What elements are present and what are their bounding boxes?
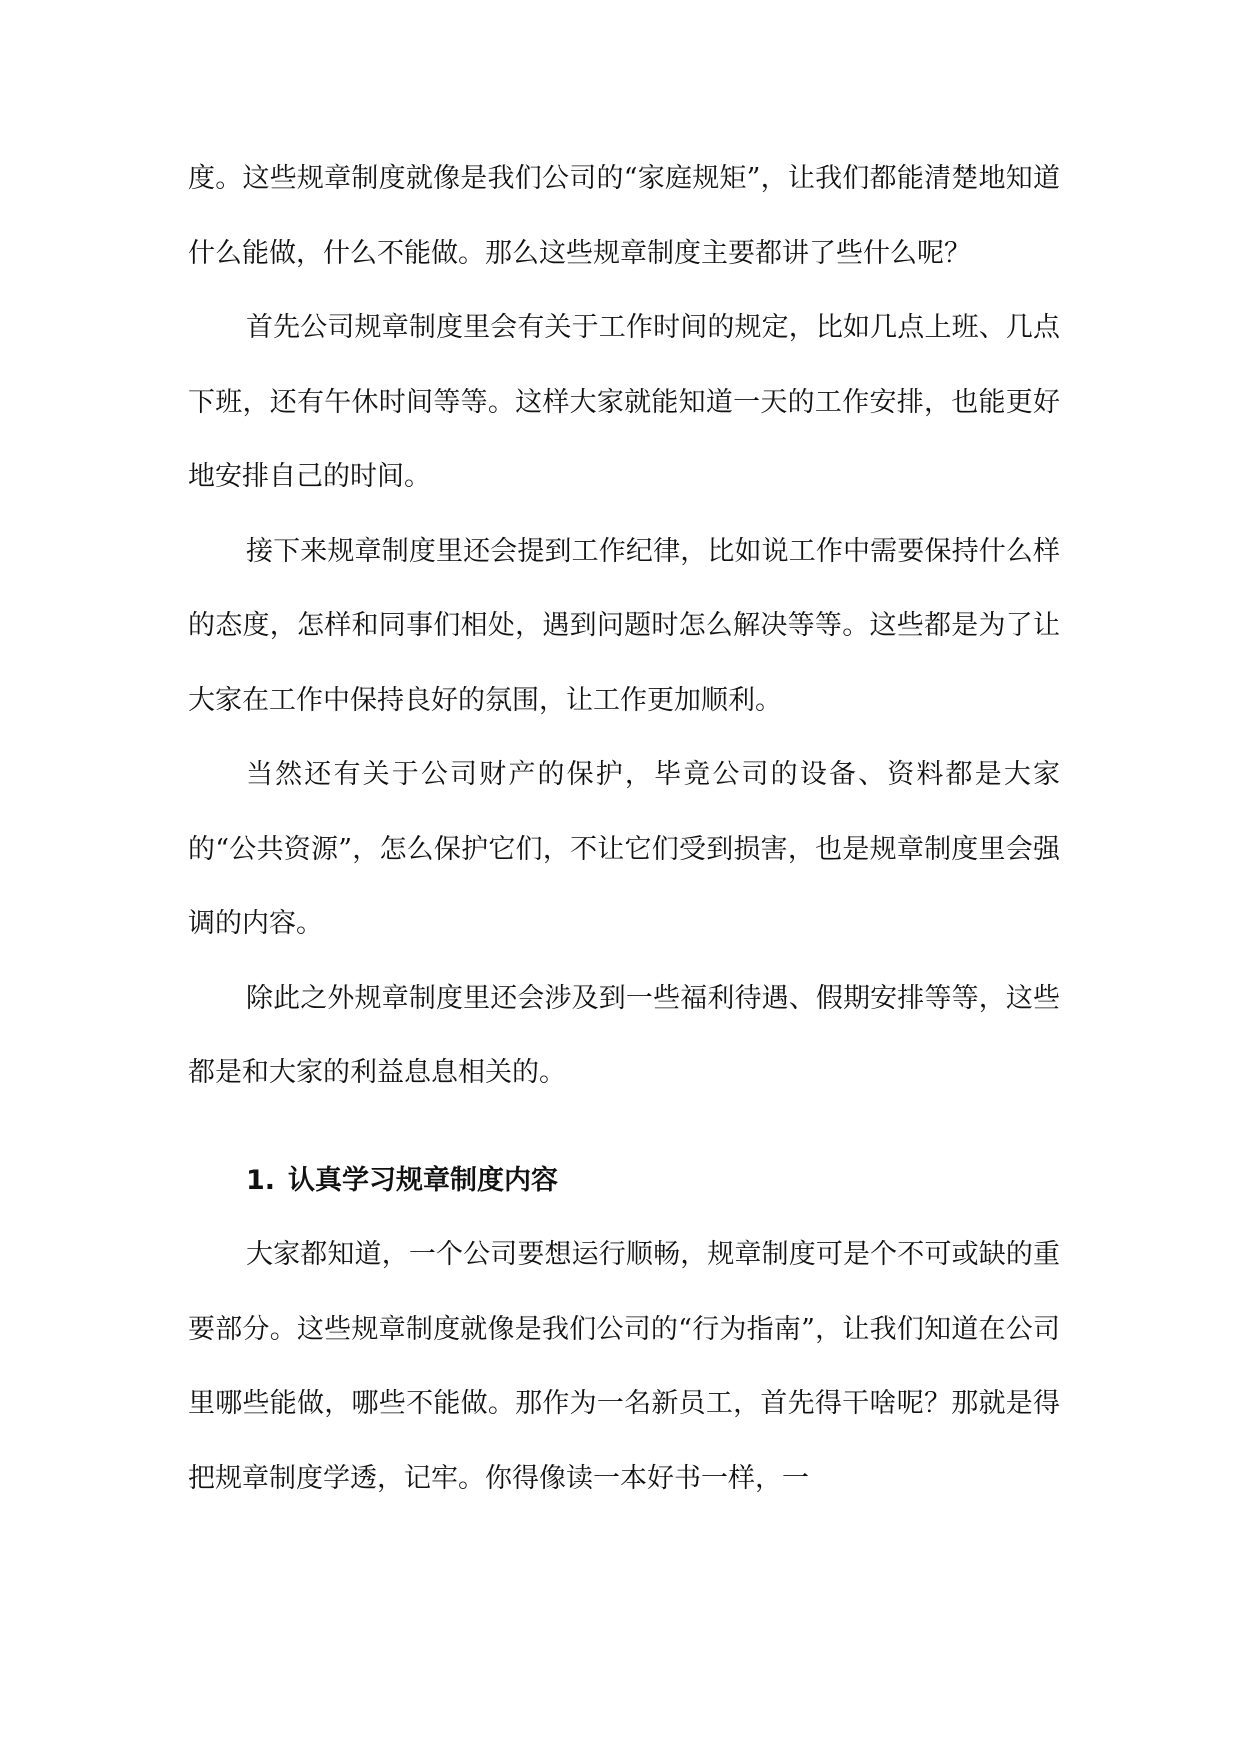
paragraph-working-hours: 首先公司规章制度里会有关于工作时间的规定，比如几点上班、几点下班，还有午休时间等等。这样大家就能知道一天的工作安排，也能更好地安排自己的时间。 xyxy=(188,312,1060,492)
section-heading-title: 认真学习规章制度内容 xyxy=(288,1164,558,1196)
paragraph-benefits: 除此之外规章制度里还会涉及到一些福利待遇、假期安排等等，这些都是和大家的利益息息相关的。 xyxy=(188,982,1060,1088)
paragraph-work-discipline: 接下来规章制度里还会提到工作纪律，比如说工作中需要保持什么样的态度，怎样和同事们相处，遇到问题时怎么解决等等。这些都是为了让大家在工作中保持良好的氛围，让工作更加顺利。 xyxy=(188,535,1060,716)
paragraph-study-rules: 大家都知道，一个公司要想运行顺畅，规章制度可是个不可或缺的重要部分。这些规章制度就像是我们公司的“行为指南”，让我们知道在公司里哪些能做，哪些不能做。那作为一名新员工，首先得干啥呢？那就是得把规章制度学透，记牢。你得像读一本好书一样，一 xyxy=(188,1239,1060,1494)
document-body xyxy=(188,142,1060,1516)
section-heading-number: 1. xyxy=(246,1164,276,1196)
section-heading xyxy=(188,1144,1060,1219)
paragraph-rules-intro: 度。这些规章制度就像是我们公司的“家庭规矩”，让我们都能清楚地知道什么能做，什么不能做。那么这些规章制度主要都讲了些什么呢？ xyxy=(188,163,1060,269)
paragraph-company-property: 当然还有关于公司财产的保护，毕竟公司的设备、资料都是大家的“公共资源”，怎么保护它们，不让它们受到损害，也是规章制度里会强调的内容。 xyxy=(188,759,1060,939)
